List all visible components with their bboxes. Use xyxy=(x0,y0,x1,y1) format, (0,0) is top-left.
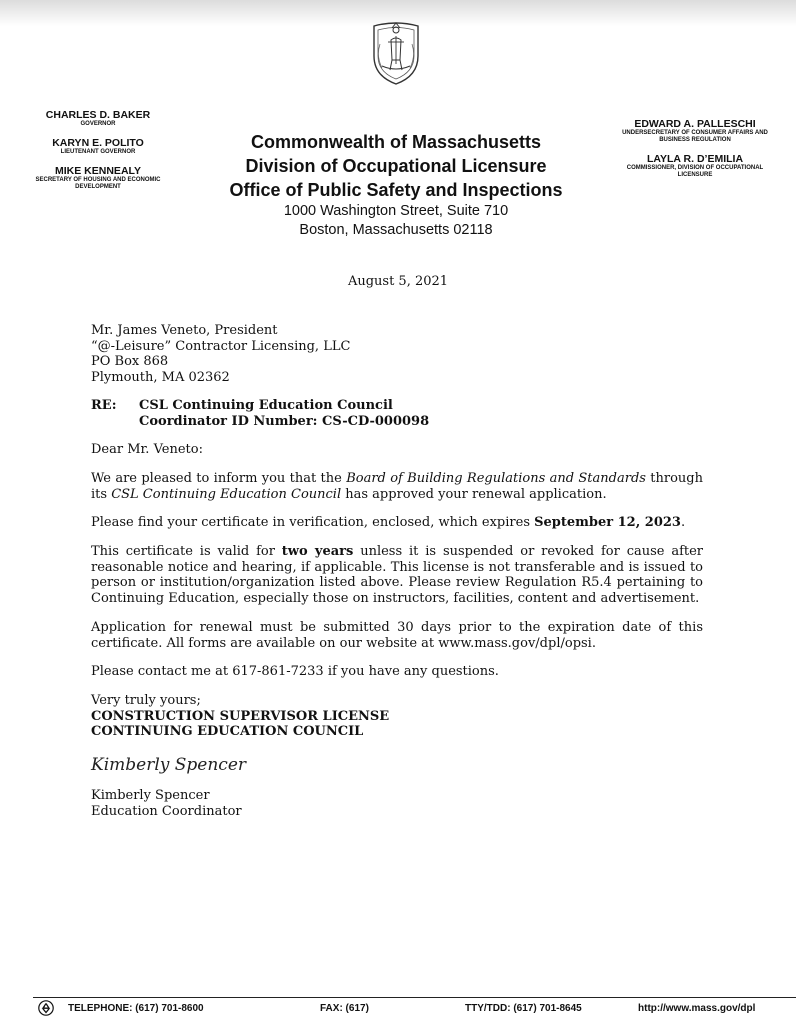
official-governor xyxy=(30,109,166,128)
org-name: Commonwealth of Massachusetts xyxy=(250,132,542,152)
recipient-address xyxy=(91,323,703,386)
official-secretary xyxy=(30,165,166,191)
footer-website-link[interactable]: http://www.mass.gov/dpl xyxy=(638,1003,756,1014)
expiration-date: September 12, 2023 xyxy=(534,515,681,531)
footer-telephone: TELEPHONE: (617) 701-8600 xyxy=(68,1003,204,1014)
official-lieutenant-governor xyxy=(30,137,166,156)
division-name: Division of Occupational Licensure xyxy=(245,156,547,176)
closing-block xyxy=(91,693,703,740)
council-name: CSL Continuing Education Council xyxy=(111,486,342,502)
official-commissioner xyxy=(620,153,770,179)
office-city-address: Boston, Massachusetts 02118 xyxy=(299,222,493,238)
board-name: Board of Building Regulations and Standards xyxy=(346,470,646,486)
paragraph-renewal: Application for renewal must be submitted 30 days prior to the expiration date of this certificate. All forms are available on our website at www.mass.gov/dpl/opsi. xyxy=(91,619,703,651)
official-name: LAYLA R. D’EMILIA xyxy=(646,153,744,165)
letterhead-title-block xyxy=(196,130,596,240)
official-undersecretary xyxy=(620,118,770,144)
right-officials xyxy=(620,118,770,188)
validity-period: two years xyxy=(281,544,354,560)
re-label: RE: xyxy=(91,397,117,413)
left-officials xyxy=(30,109,166,200)
paragraph-contact: Please contact me at 617-861-7233 if you have any questions. xyxy=(91,664,499,680)
official-title: GOVERNOR xyxy=(80,121,116,127)
paragraph-approval xyxy=(91,471,703,502)
official-name: KARYN E. POLITO xyxy=(52,137,144,149)
recipient-po-box: PO Box 868 xyxy=(91,354,169,370)
closing-org-line2: CONTINUING EDUCATION COUNCIL xyxy=(91,724,364,740)
recycle-icon xyxy=(38,1000,54,1016)
massachusetts-seal-icon xyxy=(366,20,426,86)
footer-divider xyxy=(33,997,796,998)
text: . xyxy=(680,515,686,531)
official-title: SECRETARY OF HOUSING AND ECONOMIC DEVELOPMENT xyxy=(35,177,161,190)
recipient-city: Plymouth, MA 02362 xyxy=(91,370,230,386)
text: Please find your certificate in verification, enclosed, which expires xyxy=(91,515,535,531)
signer-block xyxy=(91,788,703,819)
text: unless it is suspended or revoked for cause after reasonable notice and hearing, if applicable. This license is not transferable and is issued to person or institution/organization listed above. Please review Regulation R5.4 pertaining to Continuing Education, especially those on instructors, facilities, content and advertisement. xyxy=(91,544,704,607)
letter-footer xyxy=(38,1000,796,1020)
office-name: Office of Public Safety and Inspections xyxy=(229,180,563,200)
official-name: MIKE KENNEALY xyxy=(55,165,141,177)
footer-tty: TTY/TDD: (617) 701-8645 xyxy=(465,1003,582,1014)
official-title: COMMISSIONER, DIVISION OF OCCUPATIONAL LICENSURE xyxy=(626,165,764,178)
re-line-coordinator-id: Coordinator ID Number: CS-CD-000098 xyxy=(139,413,430,429)
signer-title: Education Coordinator xyxy=(91,803,242,819)
recipient-company: “@-Leisure” Contractor Licensing, LLC xyxy=(91,338,351,354)
official-name: EDWARD A. PALLESCHI xyxy=(634,118,756,130)
signer-name: Kimberly Spencer xyxy=(91,788,210,804)
text: We are pleased to inform you that the xyxy=(91,470,347,486)
paragraph-expiration xyxy=(91,515,703,531)
text: This certificate is valid for xyxy=(91,544,282,560)
official-title: UNDERSECRETARY OF CONSUMER AFFAIRS AND BUSINESS REGULATION xyxy=(622,130,768,143)
handwritten-signature: Kimberly Spencer xyxy=(91,755,247,776)
text: has approved your renewal application. xyxy=(341,486,607,502)
letter-date: August 5, 2021 xyxy=(347,274,449,289)
closing-org-line1: CONSTRUCTION SUPERVISOR LICENSE xyxy=(91,708,390,724)
official-name: CHARLES D. BAKER xyxy=(45,109,151,121)
re-subject xyxy=(91,398,703,429)
valediction: Very truly yours; xyxy=(91,692,201,708)
text: through its xyxy=(91,470,703,502)
recipient-name: Mr. James Veneto, President xyxy=(91,323,278,338)
paragraph-validity xyxy=(91,544,703,607)
letter-body xyxy=(91,323,703,819)
footer-fax: FAX: (617) xyxy=(320,1003,369,1014)
salutation: Dear Mr. Veneto: xyxy=(91,442,203,458)
official-title: LIEUTENANT GOVERNOR xyxy=(60,149,136,155)
office-street-address: 1000 Washington Street, Suite 710 xyxy=(283,203,509,219)
re-line-council: CSL Continuing Education Council xyxy=(139,397,393,413)
